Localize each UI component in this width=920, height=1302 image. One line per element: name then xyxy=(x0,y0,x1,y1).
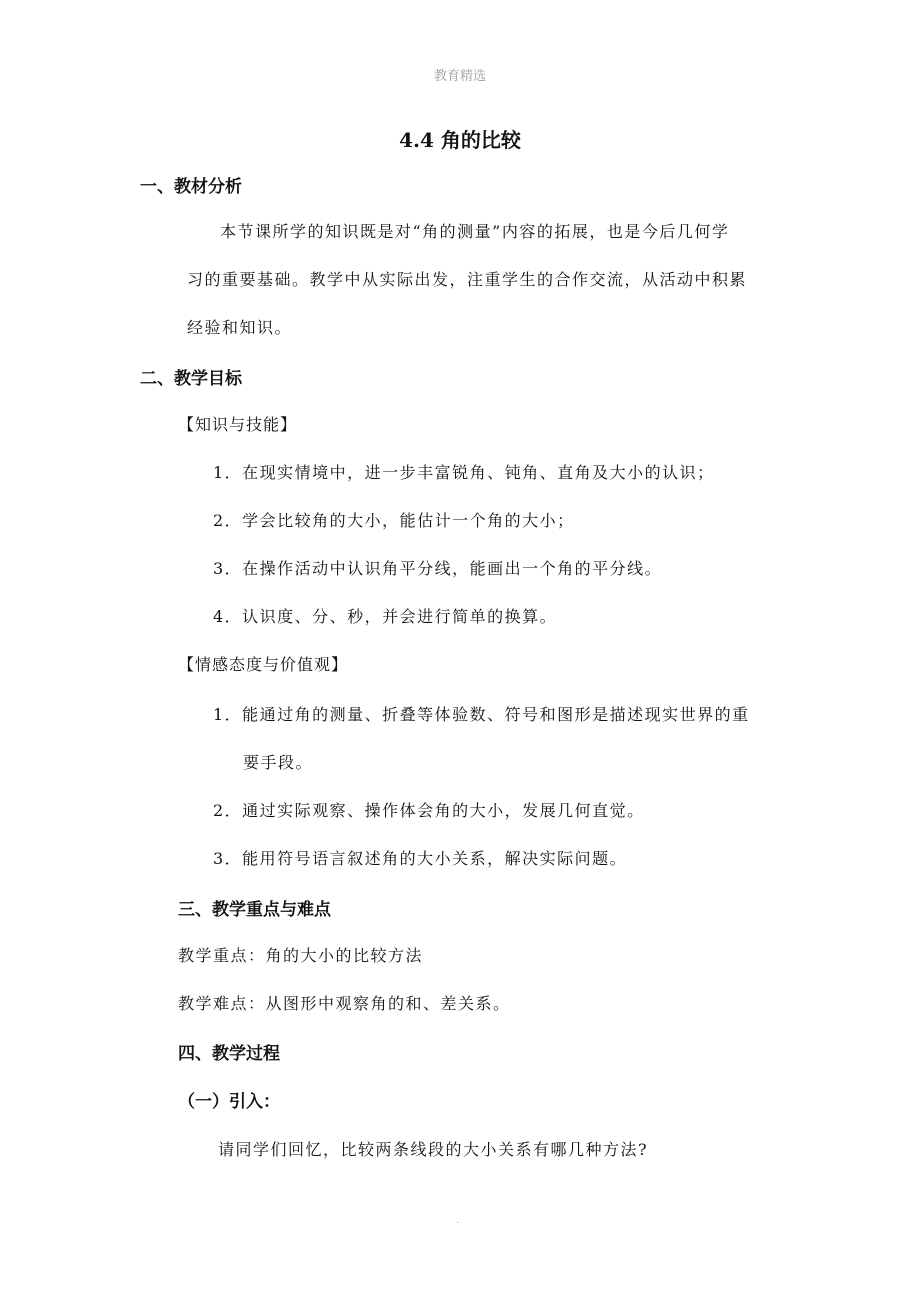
intro-subheading: （一）引入： xyxy=(178,1092,280,1112)
attitude-item-1-cont: 要手段。 xyxy=(243,753,314,772)
section-3-heading: 三、教学重点与难点 xyxy=(178,900,331,920)
teaching-difficulty: 教学难点：从图形中观察角的和、差关系。 xyxy=(178,994,511,1013)
page-header: 教育精选 xyxy=(433,69,486,84)
section-4-heading: 四、教学过程 xyxy=(178,1044,280,1064)
attitude-values-label: 【情感态度与价值观】 xyxy=(178,655,349,674)
knowledge-item-1: 1．在现实情境中，进一步丰富锐角、钝角、直角及大小的认识； xyxy=(213,463,715,482)
knowledge-item-2: 2．学会比较角的大小，能估计一个角的大小； xyxy=(213,511,575,530)
page-footer-mark: . xyxy=(456,1215,460,1226)
section-1-line-3: 经验和知识。 xyxy=(187,318,293,337)
section-1-line-2: 习的重要基础。教学中从实际出发，注重学生的合作交流，从活动中积累 xyxy=(187,270,748,289)
knowledge-skills-label: 【知识与技能】 xyxy=(178,415,298,434)
attitude-item-3: 3．能用符号语言叙述角的大小关系，解决实际问题。 xyxy=(213,849,628,868)
section-1-line-1: 本节课所学的知识既是对“角的测量”内容的拓展，也是今后几何学 xyxy=(220,222,730,241)
attitude-item-2: 2．通过实际观察、操作体会角的大小，发展几何直觉。 xyxy=(213,801,645,820)
intro-question: 请同学们回忆，比较两条线段的大小关系有哪几种方法? xyxy=(218,1140,649,1159)
attitude-item-1: 1．能通过角的测量、折叠等体验数、符号和图形是描述现实世界的重 xyxy=(213,705,750,724)
document-title: 4.4 角的比较 xyxy=(399,128,521,152)
teaching-focus: 教学重点：角的大小的比较方法 xyxy=(178,946,424,965)
knowledge-item-3: 3．在操作活动中认识角平分线，能画出一个角的平分线。 xyxy=(213,559,663,578)
knowledge-item-4: 4．认识度、分、秒，并会进行简单的换算。 xyxy=(213,607,558,626)
section-1-heading: 一、教材分析 xyxy=(140,177,242,197)
section-2-heading: 二、教学目标 xyxy=(140,369,242,389)
